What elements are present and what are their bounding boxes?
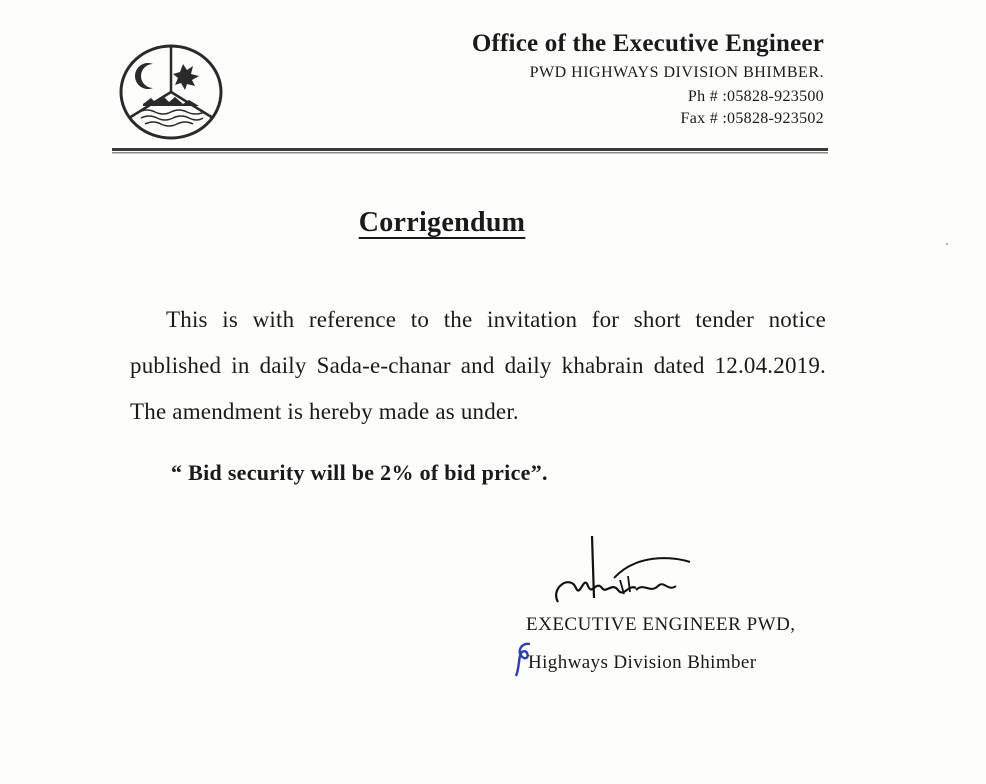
signer-title: EXECUTIVE ENGINEER PWD, — [526, 614, 796, 635]
fax-line — [681, 110, 825, 128]
amendment-quote: “ Bid security will be 2% of bid price”. — [171, 460, 548, 485]
document-title: Corrigendum — [358, 207, 526, 238]
body-paragraph: This is with reference to the invitation for short tender notice published in daily Sada-e-chanar and daily khabrain dated 12.04.2019. The amendment is hereby made as under. — [130, 307, 826, 424]
fax-label: Fax # — [680, 110, 718, 127]
scan-speck — [946, 243, 948, 245]
office-title: Office of the Executive Engineer — [471, 30, 824, 57]
fax-number: :05828-923502 — [722, 110, 824, 127]
pwd-emblem-logo — [117, 42, 225, 142]
phone-line — [688, 88, 824, 106]
division-name: PWD HIGHWAYS DIVISION BHIMBER. — [529, 64, 824, 81]
signer-department: Highways Division Bhimber — [528, 652, 757, 673]
handwritten-signature — [540, 528, 700, 618]
phone-number: :05828-923500 — [722, 88, 824, 105]
phone-label: Ph # — [687, 88, 718, 105]
header-divider — [112, 147, 828, 155]
